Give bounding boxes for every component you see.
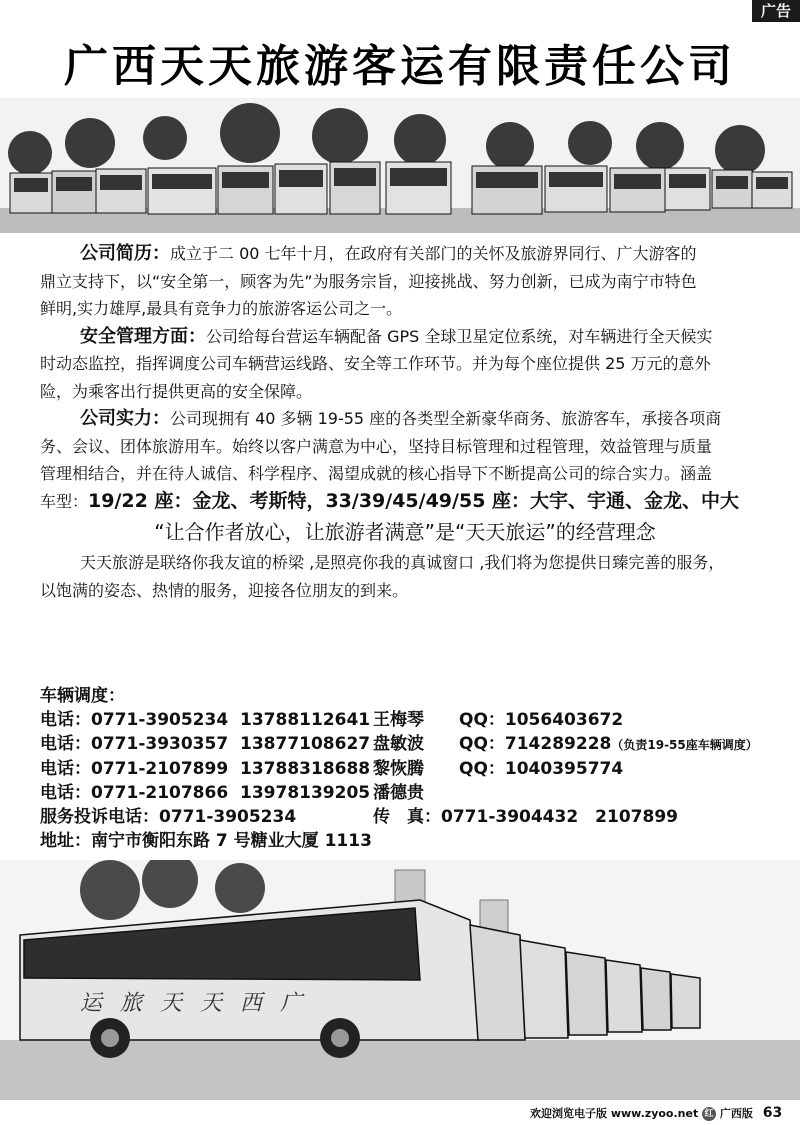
- intro-text-1: 成立于二 00 七年十月，在政府有关部门的关怀及旅游界同行、广大游客的: [170, 244, 697, 263]
- vehicle-types: 19/22 座：金龙、考斯特，33/39/45/49/55 座：大宇、宇通、金龙、中大: [88, 489, 740, 512]
- footer-website: 欢迎浏览电子版 www.zyoo.net: [530, 1107, 699, 1120]
- contact-row: [40, 781, 780, 805]
- contact-name: 盘敏波: [373, 734, 424, 754]
- publication-logo-icon: 红: [702, 1107, 716, 1121]
- contact-block: [40, 684, 780, 853]
- contact-name: 潘德贵: [373, 783, 424, 803]
- vehicle-types-label: 车型：: [40, 491, 89, 511]
- contact-row: [40, 732, 780, 757]
- intro-text-3: 鲜明,实力雄厚,最具有竞争力的旅游客运公司之一。: [40, 299, 403, 318]
- dispatch-heading: 车辆调度：: [40, 686, 125, 706]
- contact-row: [40, 708, 780, 732]
- qq-number: QQ：1040395774: [459, 759, 624, 779]
- safety-heading: 安全管理方面：: [80, 325, 206, 347]
- safety-text-2: 时动态监控，指挥调度公司车辆营运线路、安全等工作环节。并为每个座位提供 25 万元的意外: [40, 354, 711, 373]
- contact-row: [40, 757, 780, 781]
- company-description: [40, 240, 770, 604]
- strength-heading: 公司实力：: [80, 408, 170, 429]
- strength-text-2: 务、会议、团体旅游用车。始终以客户满意为中心，坚持目标管理和过程管理，效益管理与质量: [40, 436, 713, 456]
- closing-text-1: 天天旅游是联络你我友谊的桥梁 ,是照亮你我的真诚窗口 ,我们将为您提供日臻完善的服务，: [80, 553, 725, 572]
- complaint-phone: 服务投诉电话：0771-3905234: [40, 807, 297, 827]
- section-tag: 广告: [752, 0, 800, 22]
- strength-text-1: 公司现拥有 40 多辆 19-55 座的各类型全新豪华商务、旅游客车，承接各项商: [170, 409, 722, 428]
- intro-text-2: 鼎立支持下，以“安全第一，顾客为先”为服务宗旨，迎接挑战、努力创新，已成为南宁市特色: [40, 271, 697, 291]
- bus-livery-text: 运旅天天西广: [80, 991, 321, 1016]
- contact-name: 王梅琴: [373, 710, 424, 730]
- phone-number: 电话：0771-3905234: [40, 710, 229, 730]
- qq-number: QQ：1056403672: [459, 710, 624, 730]
- phone-number: 电话：0771-2107866: [40, 783, 229, 803]
- bus-photo: [0, 860, 800, 1100]
- mobile-number: 13788318688: [240, 759, 371, 779]
- page-number: 63: [762, 1105, 783, 1121]
- safety-text-1: 公司给每台营运车辆配备 GPS 全球卫星定位系统，对车辆进行全天候实: [206, 326, 713, 346]
- page-footer: [530, 1105, 782, 1121]
- contact-name: 黎恢腾: [373, 759, 424, 779]
- intro-heading: 公司简历：: [80, 243, 170, 264]
- address: 地址：南宁市衡阳东路 7 号糖业大厦 1113: [40, 831, 372, 851]
- mobile-number: 13877108627: [240, 734, 371, 754]
- closing-text-2: 以饱满的姿态、热情的服务，迎接各位朋友的到来。: [40, 580, 409, 600]
- phone-number: 电话：0771-3930357: [40, 734, 229, 754]
- company-title: 广西天天旅游客运有限责任公司: [64, 41, 736, 92]
- bus-fleet-photo: [0, 98, 800, 233]
- mobile-number: 13978139205: [240, 783, 371, 803]
- strength-text-3: 管理相结合，并在待人诚信、科学程序、渴望成就的核心指导下不断提高公司的综合实力。涵盖: [40, 464, 713, 483]
- safety-text-3: 险，为乘客出行提供更高的安全保障。: [40, 381, 313, 401]
- footer-edition: 广西版: [719, 1107, 753, 1120]
- phone-number: 电话：0771-2107899: [40, 759, 229, 779]
- mobile-number: 13788112641: [240, 710, 371, 730]
- contact-note: （负责19-55座车辆调度）: [611, 738, 758, 752]
- fax-number: 传 真：0771-3904432 2107899: [373, 807, 678, 827]
- slogan: “让合作者放心，让旅游者满意”是“天天旅运”的经营理念: [154, 520, 656, 544]
- qq-number: QQ：714289228: [459, 734, 612, 754]
- contact-row: [40, 805, 780, 829]
